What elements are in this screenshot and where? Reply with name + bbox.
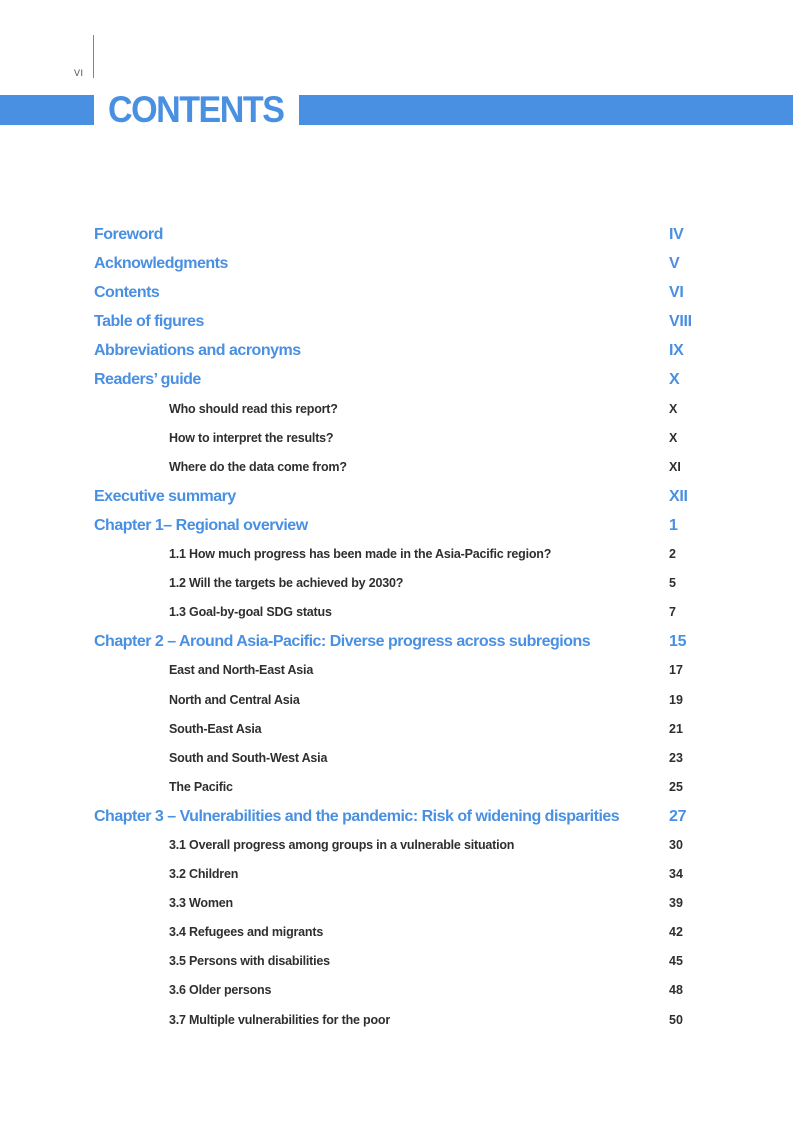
toc-subentry[interactable] bbox=[0, 860, 793, 889]
toc-subentry[interactable] bbox=[0, 540, 793, 569]
toc-subentry[interactable] bbox=[0, 453, 793, 482]
toc-entry-page[interactable]: VI bbox=[669, 284, 684, 302]
toc-entry-page[interactable]: V bbox=[669, 255, 680, 273]
toc-entry[interactable] bbox=[0, 336, 793, 365]
toc-entry-label[interactable]: Chapter 1– Regional overview bbox=[94, 516, 308, 534]
toc-entry-page[interactable]: 30 bbox=[669, 837, 683, 852]
toc-entry-label[interactable]: South and South-West Asia bbox=[169, 750, 328, 765]
toc-entry-page[interactable]: IV bbox=[669, 226, 684, 243]
toc-subentry[interactable] bbox=[0, 656, 793, 685]
toc-entry-label[interactable]: Table of figures bbox=[94, 313, 204, 331]
toc-entry-page[interactable]: 5 bbox=[669, 576, 676, 591]
toc-entry-label[interactable]: 3.5 Persons with disabilities bbox=[169, 954, 330, 969]
toc-entry[interactable] bbox=[0, 365, 793, 394]
toc-entry[interactable] bbox=[0, 278, 793, 307]
toc-entry[interactable] bbox=[0, 511, 793, 540]
toc-subentry[interactable] bbox=[0, 889, 793, 918]
toc-entry-page[interactable]: 42 bbox=[669, 925, 683, 940]
toc-entry-label[interactable]: East and North-East Asia bbox=[169, 663, 314, 678]
toc-entry-label[interactable]: Foreword bbox=[94, 226, 163, 243]
table-of-contents bbox=[0, 220, 793, 1035]
toc-entry-label[interactable]: 1.2 Will the targets be achieved by 2030? bbox=[169, 576, 404, 591]
toc-entry-label[interactable]: 3.7 Multiple vulnerabilities for the poor bbox=[169, 1012, 390, 1027]
toc-entry[interactable] bbox=[0, 220, 793, 249]
toc-subentry[interactable] bbox=[0, 715, 793, 744]
toc-entry-page[interactable]: XI bbox=[669, 459, 681, 474]
toc-entry-label[interactable]: How to interpret the results? bbox=[169, 430, 334, 445]
toc-entry[interactable] bbox=[0, 482, 793, 511]
toc-subentry[interactable] bbox=[0, 424, 793, 453]
toc-entry-page[interactable]: 50 bbox=[669, 1012, 683, 1027]
toc-entry-page[interactable]: 7 bbox=[669, 605, 676, 620]
toc-entry-page[interactable]: XII bbox=[669, 487, 688, 505]
toc-entry-label[interactable]: 3.6 Older persons bbox=[169, 983, 272, 998]
toc-entry-label[interactable]: 3.2 Children bbox=[169, 867, 239, 882]
toc-subentry[interactable] bbox=[0, 831, 793, 860]
toc-entry-label[interactable]: 3.3 Women bbox=[169, 896, 233, 911]
toc-entry-page[interactable]: X bbox=[669, 430, 678, 445]
toc-entry-label[interactable]: Contents bbox=[94, 284, 160, 302]
toc-subentry[interactable] bbox=[0, 976, 793, 1005]
toc-entry-label[interactable]: Executive summary bbox=[94, 487, 236, 505]
toc-entry-page[interactable]: VIII bbox=[669, 313, 692, 331]
title-band-right bbox=[299, 95, 793, 125]
toc-entry-page[interactable]: 21 bbox=[669, 721, 683, 736]
toc-entry-page[interactable]: X bbox=[669, 401, 678, 416]
toc-subentry[interactable] bbox=[0, 1006, 793, 1035]
toc-entry-page[interactable]: X bbox=[669, 371, 680, 389]
toc-entry-page[interactable]: 45 bbox=[669, 954, 683, 969]
toc-entry-page[interactable]: 23 bbox=[669, 750, 683, 765]
toc-subentry[interactable] bbox=[0, 773, 793, 802]
toc-entry-label[interactable]: South-East Asia bbox=[169, 721, 262, 736]
toc-entry-label[interactable]: The Pacific bbox=[169, 779, 233, 794]
page-title: CONTENTS bbox=[108, 89, 284, 130]
toc-entry-page[interactable]: 48 bbox=[669, 983, 683, 998]
toc-entry-page[interactable]: 17 bbox=[669, 663, 683, 678]
toc-entry-label[interactable]: 1.3 Goal-by-goal SDG status bbox=[169, 605, 332, 620]
toc-entry-label[interactable]: Chapter 2 – Around Asia-Pacific: Diverse progress across subregions bbox=[94, 633, 591, 651]
toc-entry-label[interactable]: Chapter 3 – Vulnerabilities and the pandemic: Risk of widening disparities bbox=[94, 807, 620, 825]
toc-entry-page[interactable]: IX bbox=[669, 342, 684, 360]
toc-subentry[interactable] bbox=[0, 947, 793, 976]
page-number: VI bbox=[74, 68, 84, 78]
toc-entry-page[interactable]: 27 bbox=[669, 807, 687, 825]
toc-entry-label[interactable]: Abbreviations and acronyms bbox=[94, 342, 301, 360]
toc-entry[interactable] bbox=[0, 802, 793, 831]
toc-subentry[interactable] bbox=[0, 569, 793, 598]
toc-subentry[interactable] bbox=[0, 686, 793, 715]
toc-entry-page[interactable]: 25 bbox=[669, 779, 683, 794]
title-band-left bbox=[0, 95, 94, 125]
toc-entry-label[interactable]: 3.1 Overall progress among groups in a vulnerable situation bbox=[169, 837, 515, 852]
toc-entry-label[interactable]: 1.1 How much progress has been made in the Asia-Pacific region? bbox=[169, 547, 552, 562]
toc-entry[interactable] bbox=[0, 249, 793, 278]
toc-entry[interactable] bbox=[0, 627, 793, 656]
toc-entry-label[interactable]: Who should read this report? bbox=[169, 401, 338, 416]
toc-entry-page[interactable]: 19 bbox=[669, 692, 683, 707]
toc-entry-label[interactable]: Readers’ guide bbox=[94, 371, 201, 389]
toc-entry-page[interactable]: 34 bbox=[669, 867, 683, 882]
toc-entry-page[interactable]: 1 bbox=[669, 516, 678, 534]
toc-entry-page[interactable]: 39 bbox=[669, 896, 683, 911]
toc-entry-page[interactable]: 2 bbox=[669, 547, 676, 562]
page-number-rule bbox=[93, 35, 94, 78]
toc-entry-label[interactable]: Where do the data come from? bbox=[169, 459, 347, 474]
toc-entry[interactable] bbox=[0, 307, 793, 336]
toc-entry-label[interactable]: 3.4 Refugees and migrants bbox=[169, 925, 324, 940]
toc-subentry[interactable] bbox=[0, 598, 793, 627]
toc-entry-label[interactable]: Acknowledgments bbox=[94, 255, 228, 273]
toc-entry-page[interactable]: 15 bbox=[669, 633, 687, 651]
toc-subentry[interactable] bbox=[0, 395, 793, 424]
toc-subentry[interactable] bbox=[0, 744, 793, 773]
toc-entry-label[interactable]: North and Central Asia bbox=[169, 692, 300, 707]
toc-subentry[interactable] bbox=[0, 918, 793, 947]
